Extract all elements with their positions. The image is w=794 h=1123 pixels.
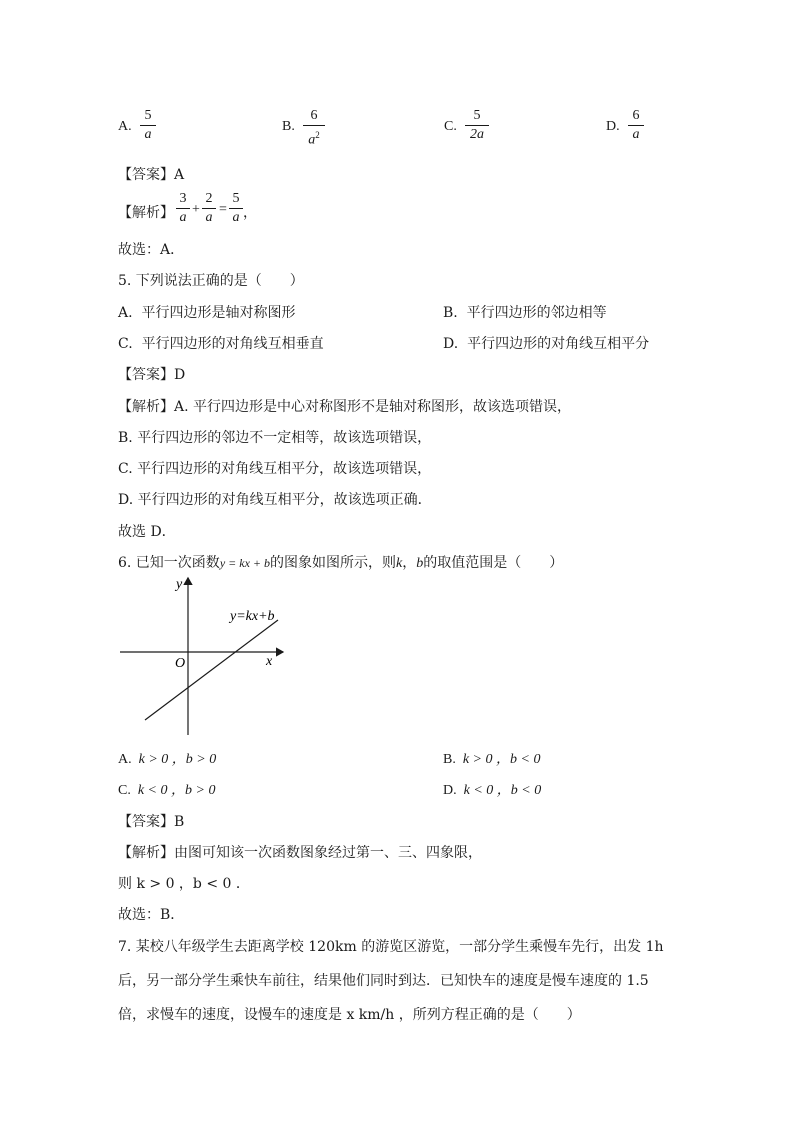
q4-analysis-frac-1: 3 a <box>176 191 190 226</box>
q6-option-d: D. k < 0 ，b < 0 <box>443 783 542 798</box>
function-line <box>145 620 278 720</box>
q4-option-d-label: D. <box>606 119 620 134</box>
q4-option-b-fraction: 6 $a^2$ <box>303 108 325 149</box>
line-label: y=kx+b <box>230 609 275 624</box>
q5-analysis-line-4: D. 平行四边形的对角线互相平分，故该选项正确． <box>118 492 432 508</box>
q6-conclusion: 故选：B． <box>118 907 185 923</box>
origin-label: O <box>175 656 186 671</box>
q5-option-b: B. 平行四边形的邻边相等 <box>443 305 607 321</box>
q5-analysis-line-2: B. 平行四边形的邻边不一定相等，故该选项错误， <box>118 430 432 446</box>
q4-analysis-frac-3: 5 a <box>229 191 243 226</box>
q5-option-a: A. 平行四边形是轴对称图形 <box>118 305 296 321</box>
q4-analysis-prefix: 【解析】 <box>118 205 174 221</box>
x-axis-label: x <box>266 654 273 669</box>
q5-conclusion: 故选 D． <box>118 524 176 540</box>
q5-option-d: D. 平行四边形的对角线互相平分 <box>443 336 650 352</box>
q6-option-c: C. k < 0 ，b > 0 <box>118 783 216 798</box>
q7-line-1: 7. 某校八年级学生去距离学校 120km 的游览区游览，一部分学生乘慢车先行，出发 1h <box>118 939 664 955</box>
q7-line-3: 倍，求慢车的速度，设慢车的速度是 x km/h ，所列方程正确的是（ ） <box>118 1007 581 1023</box>
q7-line-2: 后，另一部分学生乘快车前往，结果他们同时到达．已知快车的速度是慢车速度的 1.5 <box>118 973 649 989</box>
q5-analysis-line-3: C. 平行四边形的对角线互相平分，故该选项错误， <box>118 461 432 477</box>
q5-analysis-line-1: 【解析】A. 平行四边形是中心对称图形不是轴对称图形，故该选项错误， <box>118 399 572 415</box>
q5-option-c: C. 平行四边形的对角线互相垂直 <box>118 336 324 352</box>
q4-answer: 【答案】A <box>118 167 185 183</box>
q4-option-b-label: B. <box>282 119 295 134</box>
q4-option-c-label: C. <box>444 119 457 134</box>
q4-option-d-fraction: 6 a <box>628 108 644 143</box>
q4-option-c-fraction: 5 2a <box>465 108 489 143</box>
q6-stem: 6. 已知一次函数y = kx + b的图象如图所示，则k，b的取值范围是（ ） <box>118 555 564 571</box>
q6-answer: 【答案】B <box>118 814 185 830</box>
linear-function-graph <box>115 572 295 740</box>
q4-analysis-frac-2: 2 a <box>202 191 216 226</box>
q4-option-a-fraction: 5 a <box>140 108 156 143</box>
q4-analysis-tail: ， <box>243 205 257 221</box>
q6-then: 则 k > 0 ，b < 0 ． <box>118 876 250 892</box>
y-axis-label: y <box>176 577 183 592</box>
q6-analysis: 【解析】由图可知该一次函数图象经过第一、三、四象限， <box>118 845 482 861</box>
q5-answer: 【答案】D <box>118 367 186 383</box>
q6-option-b: B. k > 0 ，b < 0 <box>443 752 541 767</box>
q4-equals: = <box>219 202 227 217</box>
q5-stem: 5. 下列说法正确的是（ ） <box>118 273 304 289</box>
q4-conclusion: 故选：A． <box>118 242 185 258</box>
q4-option-a-label: A. <box>118 119 132 134</box>
q6-option-a: A. k > 0 ，b > 0 <box>118 752 217 767</box>
q4-plus: + <box>192 202 200 217</box>
